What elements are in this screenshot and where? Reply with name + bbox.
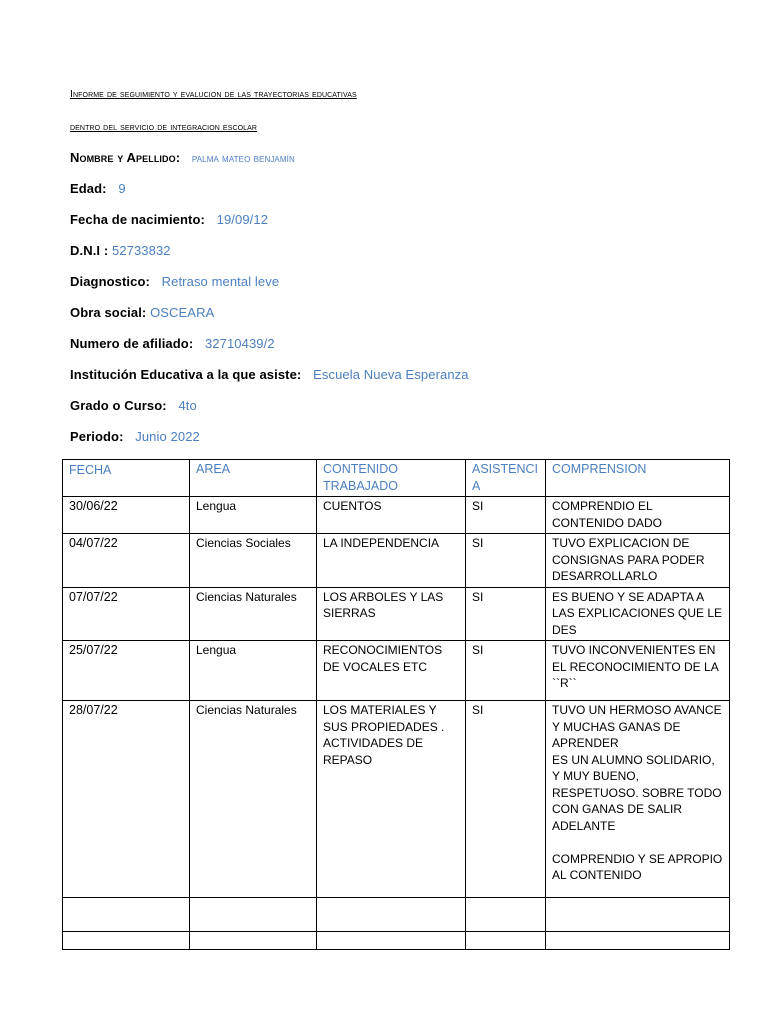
dni-label: D.N.I :	[70, 243, 109, 258]
cell-empty	[190, 898, 317, 932]
table-row-empty	[63, 932, 730, 950]
cell-contenido: CUENTOS	[317, 497, 466, 534]
cell-contenido: LOS MATERIALES Y SUS PROPIEDADES . ACTIVIDADES DE REPASO	[317, 701, 466, 898]
nombre-row	[70, 150, 295, 165]
institucion-value: Escuela Nueva Esperanza	[313, 367, 469, 382]
cell-empty	[546, 898, 730, 932]
table-row-empty	[63, 898, 730, 932]
obra-social-row	[70, 305, 214, 320]
cell-empty	[546, 932, 730, 950]
institucion-row	[70, 367, 469, 382]
table-row	[63, 701, 730, 898]
cell-contenido: LOS ARBOLES Y LAS SIERRAS	[317, 587, 466, 641]
periodo-label: Periodo:	[70, 429, 124, 444]
edad-value: 9	[118, 181, 126, 196]
afiliado-row	[70, 336, 275, 351]
edad-label: Edad:	[70, 181, 107, 196]
cell-area: Ciencias Naturales	[190, 587, 317, 641]
header-area: AREA	[190, 460, 317, 497]
table-row	[63, 587, 730, 641]
institucion-label: Institución Educativa a la que asiste:	[70, 367, 302, 382]
cell-area: Lengua	[190, 497, 317, 534]
fecha-nacimiento-row	[70, 212, 268, 227]
cell-comprension: COMPRENDIO EL CONTENIDO DADO	[546, 497, 730, 534]
dni-row	[70, 243, 171, 258]
edad-row	[70, 181, 126, 196]
report-subtitle: dentro del servicio de integracion escolar	[70, 121, 258, 133]
cell-area: Ciencias Naturales	[190, 701, 317, 898]
seguimiento-table	[62, 459, 730, 950]
table-row	[63, 497, 730, 534]
table-header-row	[63, 460, 730, 497]
grado-row	[70, 398, 197, 413]
cell-asistencia: SI	[466, 534, 546, 588]
cell-empty	[190, 932, 317, 950]
diagnostico-row	[70, 274, 279, 289]
cell-asistencia: SI	[466, 497, 546, 534]
cell-comprension: TUVO EXPLICACION DE CONSIGNAS PARA PODER DESARROLLARLO	[546, 534, 730, 588]
nombre-value: palma mateo benjamín	[191, 153, 295, 165]
diagnostico-value: Retraso mental leve	[161, 274, 280, 289]
cell-fecha: 07/07/22	[63, 587, 190, 641]
cell-fecha: 25/07/22	[63, 641, 190, 701]
cell-empty	[466, 932, 546, 950]
dni-value: 52733832	[111, 243, 171, 258]
header-asistencia: ASISTENCIA	[466, 460, 546, 497]
periodo-value: Junio 2022	[135, 429, 200, 444]
header-fecha: FECHA	[63, 460, 190, 497]
periodo-row	[70, 429, 200, 444]
diagnostico-label: Diagnostico:	[70, 274, 150, 289]
obra-social-label: Obra social:	[70, 305, 147, 320]
header-contenido: CONTENIDO TRABAJADO	[317, 460, 466, 497]
afiliado-value: 32710439/2	[204, 336, 275, 351]
cell-contenido: RECONOCIMIENTOS DE VOCALES ETC	[317, 641, 466, 701]
cell-empty	[317, 932, 466, 950]
cell-comprension: TUVO UN HERMOSO AVANCE Y MUCHAS GANAS DE APRENDER ES UN ALUMNO SOLIDARIO, Y MUY BUENO, RESPETUOSO. SOBRE TODO CON GANAS DE SALIR ADELANTE COMPRENDIO Y SE APROPIO AL CONTENIDO	[546, 701, 730, 898]
cell-asistencia: SI	[466, 641, 546, 701]
cell-fecha: 28/07/22	[63, 701, 190, 898]
cell-comprension: TUVO INCONVENIENTES EN EL RECONOCIMIENTO DE LA ``R``	[546, 641, 730, 701]
obra-social-value: OSCEARA	[150, 305, 215, 320]
table-row	[63, 641, 730, 701]
report-title: Informe de seguimiento y evalucion de las trayectorias educativas	[70, 88, 357, 100]
cell-area: Ciencias Sociales	[190, 534, 317, 588]
cell-fecha: 04/07/22	[63, 534, 190, 588]
cell-empty	[63, 898, 190, 932]
grado-label: Grado o Curso:	[70, 398, 167, 413]
cell-fecha: 30/06/22	[63, 497, 190, 534]
cell-asistencia: SI	[466, 701, 546, 898]
cell-empty	[63, 932, 190, 950]
fecha-nacimiento-value: 19/09/12	[216, 212, 269, 227]
cell-empty	[317, 898, 466, 932]
afiliado-label: Numero de afiliado:	[70, 336, 194, 351]
cell-area: Lengua	[190, 641, 317, 701]
cell-contenido: LA INDEPENDENCIA	[317, 534, 466, 588]
cell-empty	[466, 898, 546, 932]
fecha-nacimiento-label: Fecha de nacimiento:	[70, 212, 205, 227]
grado-value: 4to	[178, 398, 197, 413]
cell-asistencia: SI	[466, 587, 546, 641]
cell-comprension: ES BUENO Y SE ADAPTA A LAS EXPLICACIONES QUE LE DES	[546, 587, 730, 641]
table-row	[63, 534, 730, 588]
header-comprension: COMPRENSION	[546, 460, 730, 497]
nombre-label: Nombre y Apellido:	[70, 150, 181, 165]
